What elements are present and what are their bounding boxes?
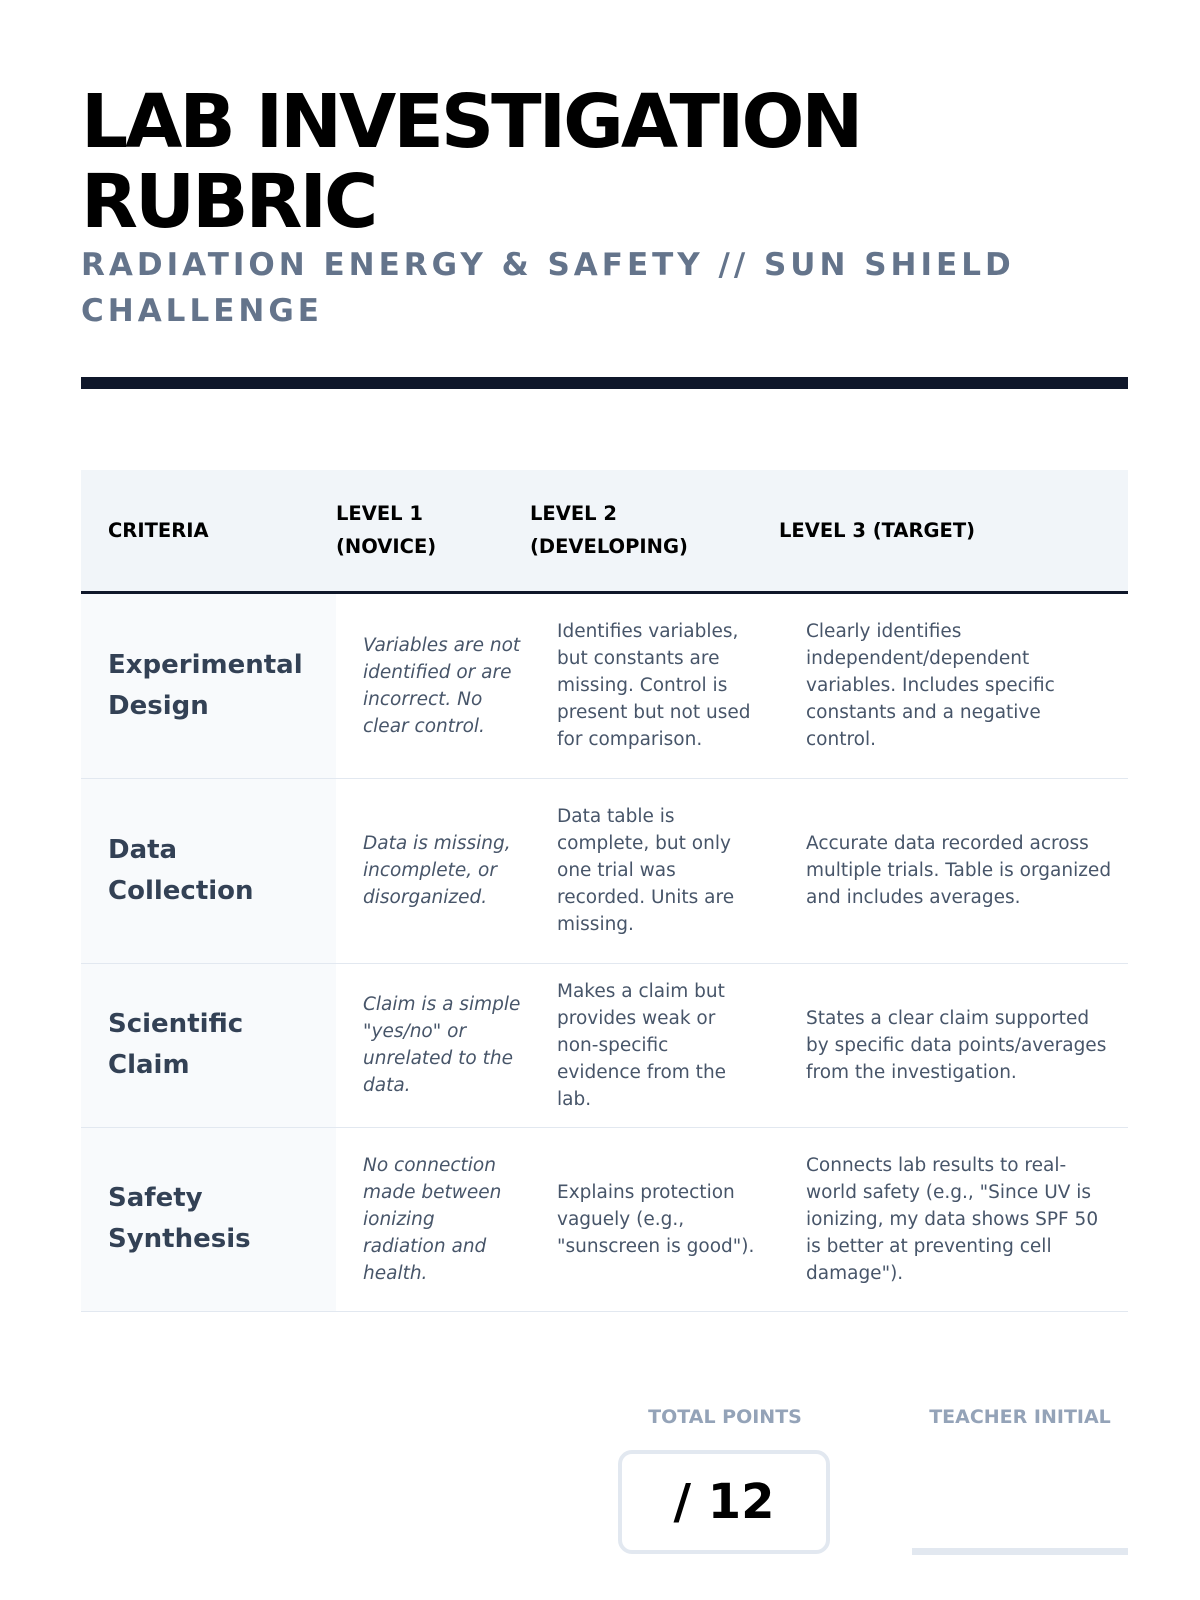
table-row — [81, 963, 1128, 1127]
level-2-cell: Explains protection vaguely (e.g., "sunscreen is good"). — [557, 1181, 755, 1257]
column-header-criteria: CRITERIA — [81, 470, 336, 592]
page-title: LAB INVESTIGATION RUBRIC — [81, 79, 861, 245]
level-2-cell: Makes a claim but provides weak or non-specific evidence from the lab. — [557, 980, 727, 1110]
table-header-row — [81, 470, 1128, 592]
level-3-cell: Connects lab results to real-world safety (e.g., "Since UV is ionizing, my data shows SPF 50 is better at preventing cell damage"). — [806, 1154, 1099, 1284]
teacher-initial-line[interactable] — [912, 1548, 1128, 1555]
level-1-cell: No connection made between ionizing radiation and health. — [363, 1154, 502, 1284]
teacher-initial-label: TEACHER INITIAL — [929, 1406, 1111, 1428]
column-header-level-1: LEVEL 1 (NOVICE) — [336, 470, 530, 592]
level-2-cell: Data table is complete, but only one trial was recorded. Units are missing. — [557, 806, 735, 935]
page-subtitle: RADIATION ENERGY & SAFETY // SUN SHIELD CHALLENGE — [81, 247, 1015, 329]
total-points-label: TOTAL POINTS — [648, 1406, 802, 1428]
criteria-cell: Experimental Design — [81, 592, 336, 778]
level-2-cell: Identifies variables, but constants are missing. Control is present but not used for comparison. — [557, 621, 751, 750]
rubric-table — [81, 470, 1128, 1312]
level-3-cell: Clearly identifies independent/dependent variables. Includes specific constants and a negative control. — [806, 621, 1055, 750]
table-row — [81, 592, 1128, 778]
level-1-cell: Data is missing, incomplete, or disorganized. — [363, 833, 511, 908]
level-1-cell: Claim is a simple "yes/no" or unrelated to the data. — [363, 994, 521, 1096]
table-row — [81, 1127, 1128, 1311]
level-3-cell: States a clear claim supported by specific data points/averages from the investigation. — [806, 1007, 1107, 1083]
title-divider — [81, 377, 1128, 389]
level-3-cell: Accurate data recorded across multiple trials. Table is organized and includes averages. — [806, 833, 1112, 908]
level-1-cell: Variables are not identified or are incorrect. No clear control. — [363, 634, 521, 737]
criteria-cell: Scientific Claim — [81, 963, 336, 1127]
total-points-value: / 12 — [673, 1474, 775, 1530]
criteria-cell: Safety Synthesis — [81, 1127, 336, 1311]
total-points-box[interactable] — [618, 1450, 830, 1554]
table-row — [81, 778, 1128, 963]
column-header-level-2: LEVEL 2 (DEVELOPING) — [530, 470, 779, 592]
column-header-level-3: LEVEL 3 (TARGET) — [779, 470, 1128, 592]
criteria-cell: Data Collection — [81, 778, 336, 963]
